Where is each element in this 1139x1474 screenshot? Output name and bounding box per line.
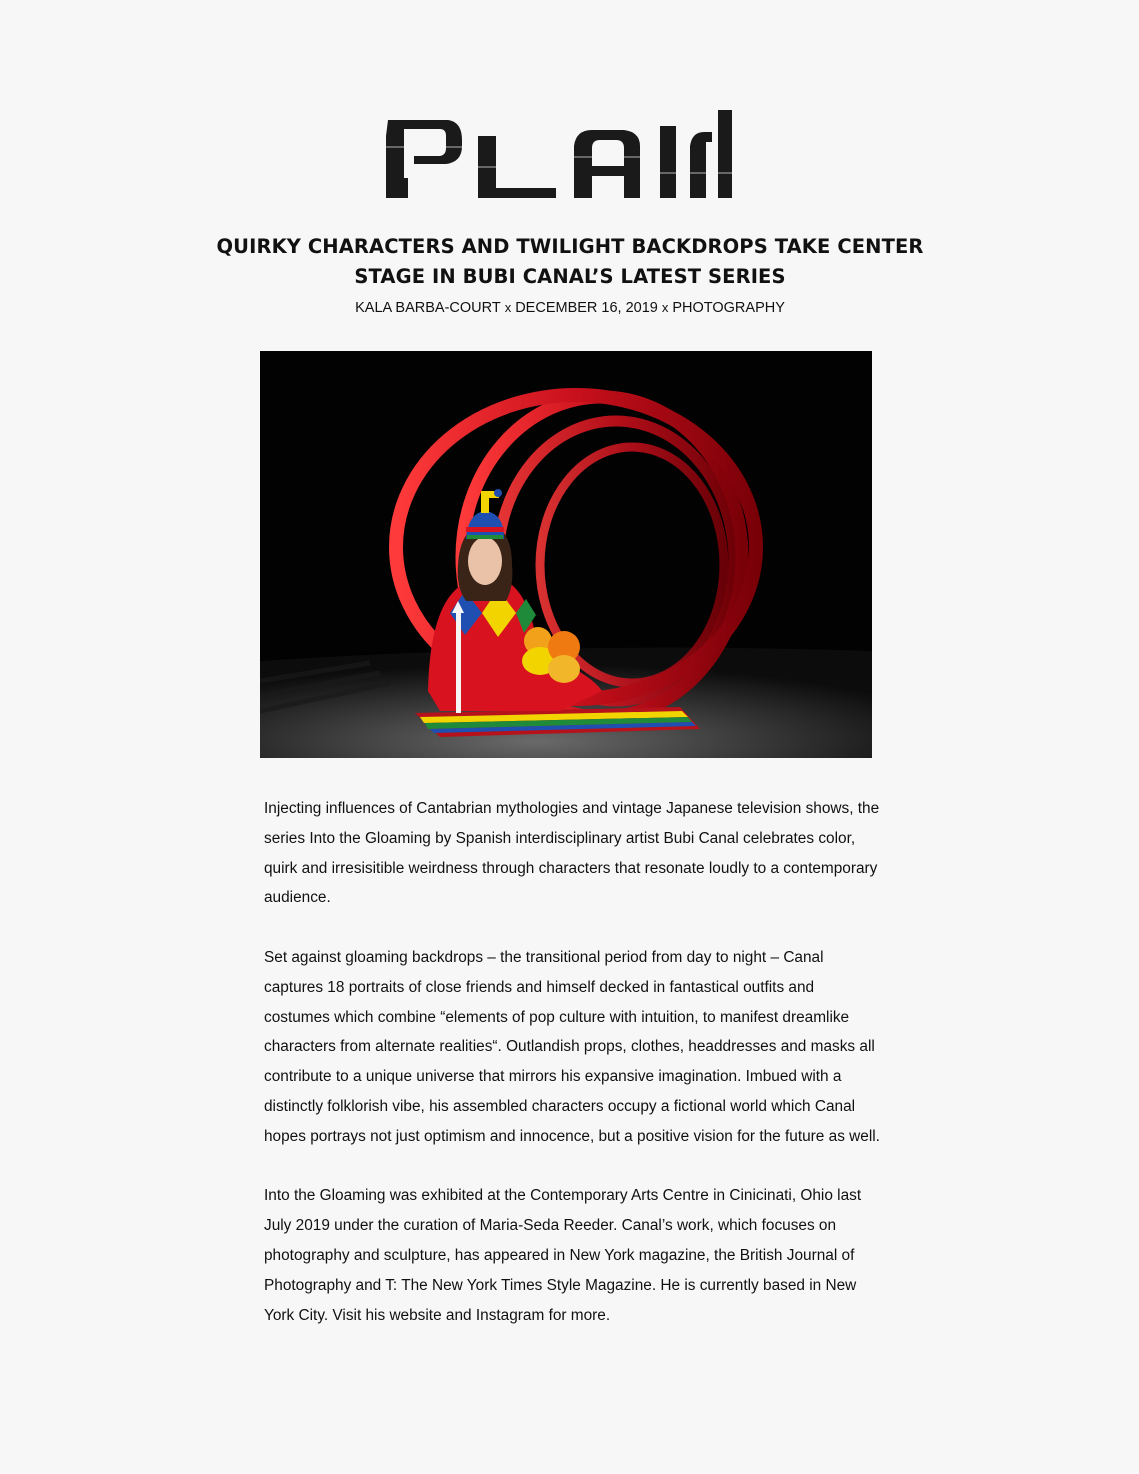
byline-separator: x (504, 300, 512, 315)
article-body (264, 794, 884, 1360)
author-link[interactable]: KALA BARBA-COURT (355, 300, 501, 316)
article-byline (200, 299, 940, 317)
hero-image (260, 351, 872, 758)
publish-date: DECEMBER 16, 2019 (515, 300, 658, 316)
hero-photo-illustration (260, 351, 872, 758)
article-paragraph: Injecting influences of Cantabrian mythologies and vintage Japanese television shows, the series Into the Gloaming by Spanish interdisciplinary artist Bubi Canal celebrates color, quirk and irresisitible weirdness through characters that resonate loudly to a contemporary audience. (264, 800, 880, 907)
article-title: QUIRKY CHARACTERS AND TWILIGHT BACKDROPS TAKE CENTER STAGE IN BUBI CANAL’S LATEST SERIES (216, 235, 924, 288)
site-logo[interactable] (378, 106, 740, 200)
article-paragraph: Set against gloaming backdrops – the transitional period from day to night – Canal captures 18 portraits of close friends and himself decked in fantastical outfits and costumes which combine “elements of pop culture with intuition, to manifest dreamlike characters from alternate realities“. Outlandish props, clothes, headdresses and masks all contribute to a unique universe that mirrors his expansive imagination. Imbued with a distinctly folklorish vibe, his assembled characters occupy a fictional world which Canal hopes portrays not just optimism and innocence, but a positive vision for the future as well. (264, 948, 880, 1145)
article-paragraph: Into the Gloaming was exhibited at the Contemporary Arts Centre in Cinicinati, Ohio last July 2019 under the curation of Maria-Seda Reeder. Canal’s work, which focuses on photography and sculpture, has appeared in New York magazine, the British Journal of Photography and T: The New York Times Style Magazine. He is currently based in New York City. Visit his website and Instagram for more. (264, 1187, 862, 1324)
category-link[interactable]: PHOTOGRAPHY (672, 300, 785, 316)
byline-separator: x (661, 300, 669, 315)
